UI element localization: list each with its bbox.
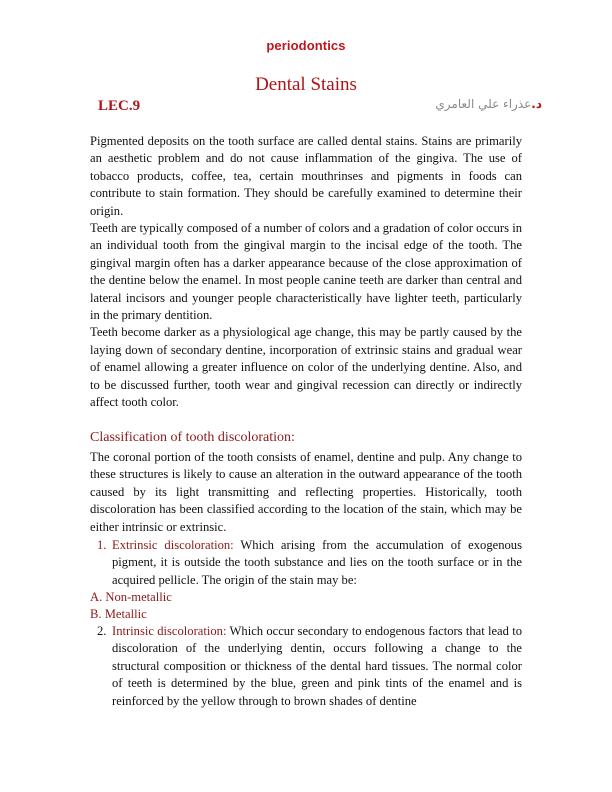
list-text: Which occur secondary to endogenous factors that lead to discoloration of the underlying dentin, occurs following a change to the structural composition or thickness of the dental hard tissues. The normal color of teeth is determined by the blue, green and pink tints of the enamel and is reinforced by the yellow through to brown shades of dentine [112, 624, 522, 708]
sub-item: A. Non-metallic [90, 590, 172, 604]
intro-section [90, 133, 522, 412]
sub-list [90, 589, 172, 624]
page-title: Dental Stains [255, 74, 357, 95]
list-term: Intrinsic discoloration: [112, 624, 227, 638]
list-text: Which arising from the accumulation of exogenous pigment, it is outside the tooth substance and lies on the tooth surface or in the acquired pellicle. The origin of the stain may be: [112, 538, 522, 587]
list-item [90, 537, 522, 589]
author-name-text: عذراء علي العامري [435, 97, 532, 111]
author-prefix: د. [531, 97, 542, 111]
section-heading: Classification of tooth discoloration: [90, 430, 295, 445]
list-number: 1. [97, 538, 107, 552]
list-number: 2. [97, 624, 107, 638]
list-term: Extrinsic discoloration: [112, 538, 234, 552]
classification-list-2 [90, 623, 522, 710]
course-name: periodontics [266, 38, 346, 53]
paragraph: The coronal portion of the tooth consists of enamel, dentine and pulp. Any change to these structures is likely to cause an alteration in the outward appearance of the tooth caused by its light transmitting and reflecting properties. Historically, tooth discoloration has been classified according to the location of the stain, which may be either intrinsic or extrinsic. [90, 450, 522, 534]
paragraph: Pigmented deposits on the tooth surface are called dental stains. Stains are primarily an aesthetic problem and do not cause inflammation of the gingiva. The use of tobacco products, coffee, tea, certain mouthrinses and pigments in foods can contribute to stain formation. They should be carefully examined to determine their origin. [90, 134, 522, 218]
classification-list-1 [90, 537, 522, 589]
classification-intro [90, 449, 522, 536]
sub-item: B. Metallic [90, 607, 147, 622]
lecture-number: LEC.9 [98, 98, 141, 114]
paragraph: Teeth are typically composed of a number of colors and a gradation of color occurs in an individual tooth from the gingival margin to the incisal edge of the tooth. The gingival margin often has a darker appearance because of the close approximation of the dentine below the enamel. In most people canine teeth are darker than central and lateral incisors and younger people characteristically have lighter teeth, particularly in the primary dentition. [90, 221, 522, 323]
list-item [90, 623, 522, 710]
author-name [422, 97, 542, 111]
paragraph: Teeth become darker as a physiological age change, this may be partly caused by the laying down of secondary dentine, incorporation of extrinsic stains and gradual wear of enamel allowing a greater influence on color of the underlying dentine. Also, and to be discussed further, tooth wear and gingival recession can directly or indirectly affect tooth color. [90, 325, 522, 410]
